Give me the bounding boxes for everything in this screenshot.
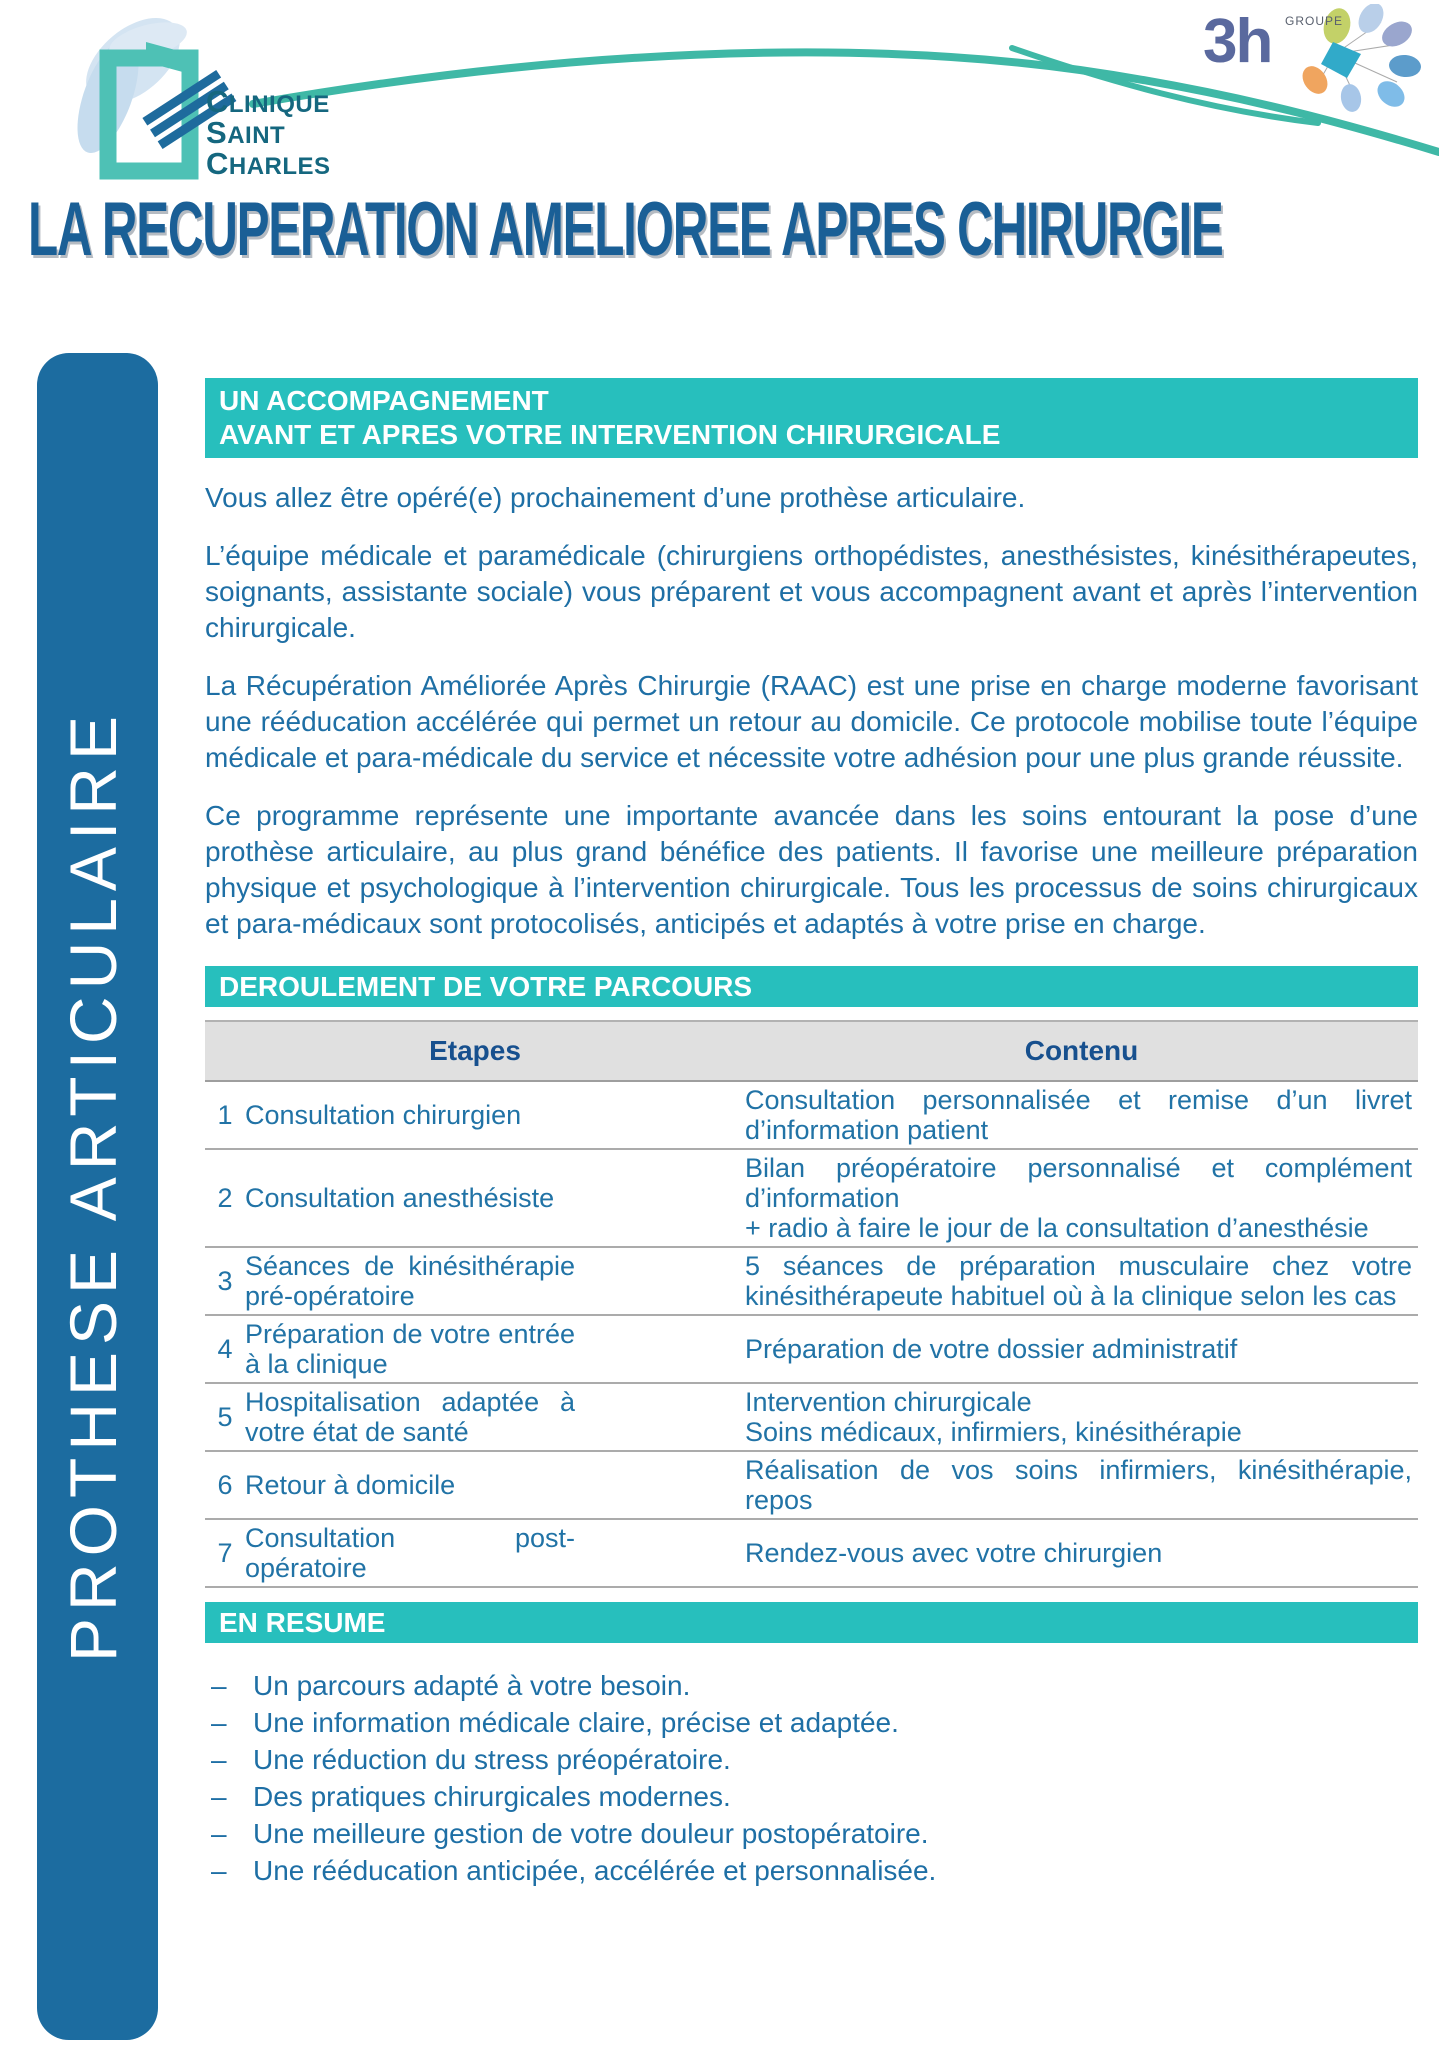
intro-paragraph-3: La Récupération Améliorée Après Chirurgie (RAAC) est une prise en charge moderne favorisant une rééducation accélérée qui permet un retour au domicile. Ce protocole mobilise toute l’équipe médicale et para-médicale du service et nécessite votre adhésion pour une plus grande réussite. <box>205 670 1418 773</box>
page-title: LA RECUPERATION AMELIOREE APRES CHIRURGIE <box>28 187 1223 272</box>
row-contenu-line: 5 séances de préparation musculaire chez votre kinésithérapeute habituel où à la clinique selon les cas <box>745 1251 1412 1311</box>
table-header-row <box>205 1020 1418 1082</box>
row-etape: Consultation anesthésiste <box>245 1183 555 1213</box>
list-item-text: Des pratiques chirurgicales modernes. <box>253 1781 731 1812</box>
group-logo-text: 3h <box>1203 7 1272 76</box>
row-etape: Préparation de votre entrée à la clinique <box>245 1319 575 1379</box>
row-etape: Retour à domicile <box>245 1470 456 1500</box>
list-item <box>205 1778 1418 1815</box>
intro-paragraph-1: Vous allez être opéré(e) prochainement d’une prothèse articulaire. <box>205 482 1026 513</box>
list-item-text: Un parcours adapté à votre besoin. <box>253 1670 691 1701</box>
intro-paragraph-4: Ce programme représente une importante avancée dans les soins entourant la pose d’une prothèse articulaire, au plus grand bénéfice des patients. Il favorise une meilleure préparation physique et psychologique à l’intervention chirurgicale. Tous les processus de soins chirurgicaux et para-médicaux sont protocolisés, anticipés et adaptés à votre prise en charge. <box>205 800 1418 939</box>
row-number: 5 <box>217 1401 233 1432</box>
row-etape: Consultation post-opératoire <box>245 1523 575 1583</box>
row-contenu <box>745 1334 1418 1364</box>
row-etape: Hospitalisation adaptée à votre état de santé <box>245 1387 575 1447</box>
list-item <box>205 1667 1418 1704</box>
section-header-line1: UN ACCOMPAGNEMENT <box>219 385 549 416</box>
group-logo <box>1185 4 1425 114</box>
row-contenu-line: + radio à faire le jour de la consultation d’anesthésie <box>745 1213 1369 1243</box>
row-contenu <box>745 1251 1418 1311</box>
row-contenu-line: Rendez-vous avec votre chirurgien <box>745 1538 1163 1568</box>
row-number: 1 <box>217 1099 233 1130</box>
clinic-name-line1: CLINIQUE <box>206 84 330 119</box>
section-header-accompagnement <box>205 378 1418 458</box>
table-row <box>205 1520 1418 1588</box>
table-row <box>205 1316 1418 1384</box>
table-row <box>205 1150 1418 1248</box>
row-contenu <box>745 1538 1418 1568</box>
row-etape: Consultation chirurgien <box>245 1100 522 1130</box>
row-contenu <box>745 1455 1418 1515</box>
list-item-text: Une information médicale claire, précise et adaptée. <box>253 1707 899 1738</box>
list-item <box>205 1704 1418 1741</box>
dash-bullet: – <box>211 1818 227 1849</box>
table-row <box>205 1452 1418 1520</box>
table-row <box>205 1384 1418 1452</box>
intro-paragraph-2: L’équipe médicale et paramédicale (chirurgiens orthopédistes, anesthésistes, kinésithérapeutes, soignants, assistante sociale) vous préparent et vous accompagnent avant et après l’intervention chirurgicale. <box>205 540 1418 643</box>
list-item <box>205 1741 1418 1778</box>
clinic-name-line3: CHARLES <box>206 146 331 181</box>
dash-bullet: – <box>211 1707 227 1738</box>
section-header-resume: EN RESUME <box>205 1602 1418 1643</box>
table-row <box>205 1248 1418 1316</box>
summary-list <box>205 1667 1418 1889</box>
row-contenu-line: Préparation de votre dossier administratif <box>745 1334 1238 1364</box>
table-row <box>205 1082 1418 1150</box>
group-logo-label: GROUPE <box>1285 14 1344 28</box>
content-column <box>205 378 1418 1889</box>
sidebar-vertical-text: PROTHESE ARTICULAIRE <box>56 709 130 1662</box>
clinic-name-line2: SAINT <box>206 115 286 150</box>
row-contenu <box>745 1387 1418 1447</box>
dash-bullet: – <box>211 1855 227 1886</box>
list-item-text: Une réduction du stress préopératoire. <box>253 1744 731 1775</box>
clinic-name <box>206 84 331 181</box>
column-header-etapes: Etapes <box>429 1035 521 1066</box>
row-number: 7 <box>217 1537 233 1568</box>
dash-bullet: – <box>211 1744 227 1775</box>
row-number: 4 <box>217 1333 233 1364</box>
list-item-text: Une rééducation anticipée, accélérée et personnalisée. <box>253 1855 937 1886</box>
row-contenu <box>745 1153 1418 1243</box>
row-contenu-line: Réalisation de vos soins infirmiers, kinésithérapie, repos <box>745 1455 1412 1515</box>
list-item-text: Une meilleure gestion de votre douleur postopératoire. <box>253 1818 929 1849</box>
row-etape: Séances de kinésithérapie pré-opératoire <box>245 1251 575 1311</box>
row-number: 6 <box>217 1469 233 1500</box>
column-header-contenu: Contenu <box>1024 1035 1139 1066</box>
section-header-parcours: DEROULEMENT DE VOTRE PARCOURS <box>205 966 1418 1007</box>
row-contenu <box>745 1085 1418 1145</box>
parcours-table <box>205 1020 1418 1588</box>
dash-bullet: – <box>211 1781 227 1812</box>
row-number: 2 <box>217 1182 233 1213</box>
row-contenu-line: Bilan préopératoire personnalisé et complément d’information <box>745 1153 1412 1213</box>
row-contenu-line: Consultation personnalisée et remise d’un livret d’information patient <box>745 1085 1412 1145</box>
row-contenu-line: Soins médicaux, infirmiers, kinésithérapie <box>745 1417 1242 1447</box>
list-item <box>205 1815 1418 1852</box>
clinic-logo <box>38 6 338 186</box>
dash-bullet: – <box>211 1670 227 1701</box>
list-item <box>205 1852 1418 1889</box>
section-header-line2: AVANT ET APRES VOTRE INTERVENTION CHIRURGICALE <box>219 419 1001 450</box>
row-contenu-line: Intervention chirurgicale <box>745 1387 1032 1417</box>
row-number: 3 <box>217 1265 233 1296</box>
